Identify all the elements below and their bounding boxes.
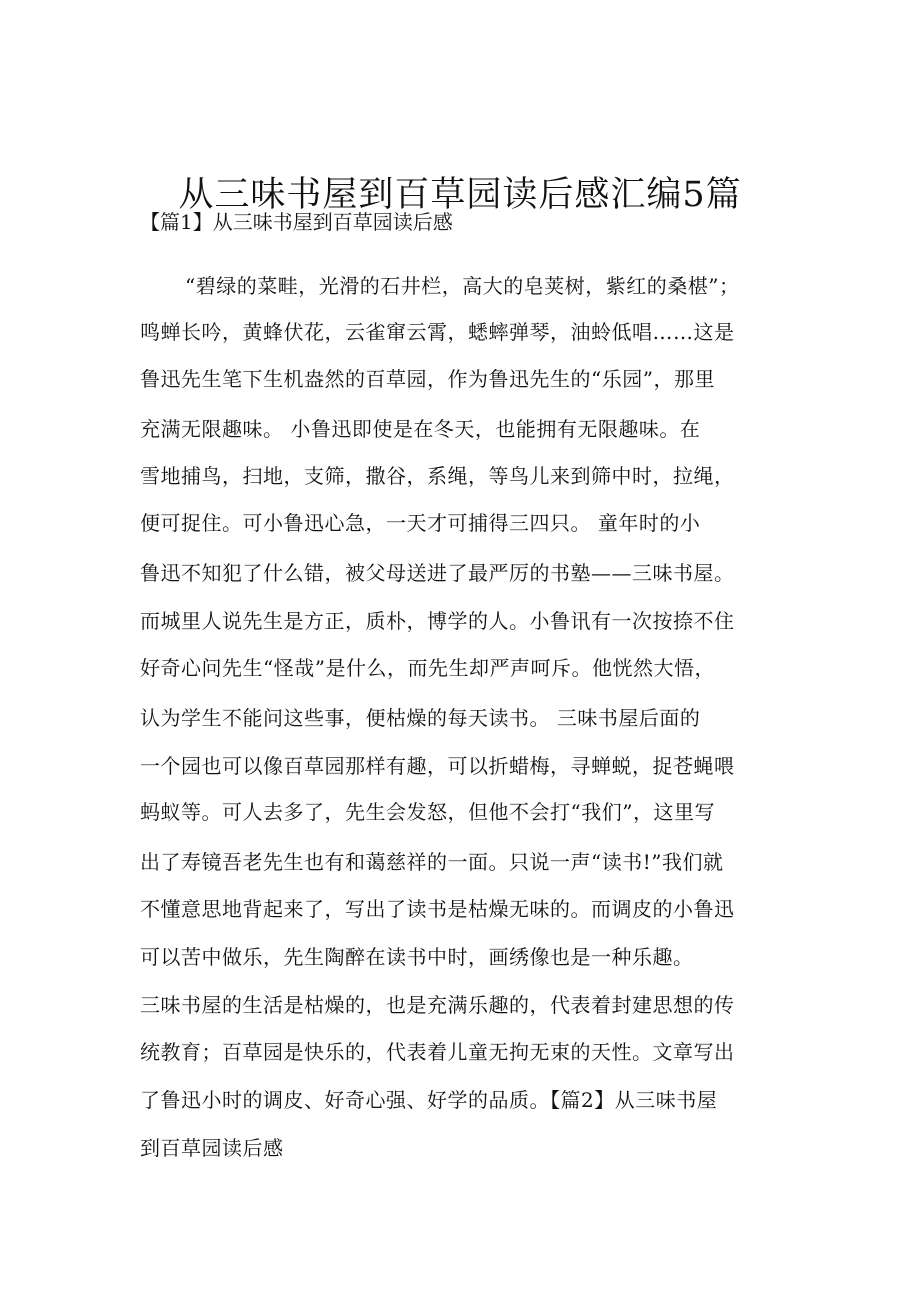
text-line: 蚂蚁等。可人去多了，先生会发怒，但他不会打“我们”，这里写 [140,800,715,824]
text-line: 认为学生不能问这些事，便枯燥的每天读书。 三味书屋后面的 [140,706,701,730]
text-line: 而城里人说先生是方正，质朴，博学的人。小鲁讯有一次按捺不住 [140,609,735,633]
text-line: 到百草园读后感 [140,1136,284,1160]
text-line: 可以苦中做乐，先生陶醉在读书中时，画绣像也是一种乐趣。 [140,945,694,969]
text-line: 便可捉住。可小鲁迅心急，一天才可捕得三四只。 童年时的小 [140,511,701,535]
text-line: 充满无限趣味。 小鲁迅即使是在冬天，也能拥有无限趣味。在 [140,417,701,441]
text-line: 鲁迅不知犯了什么错，被父母送进了最严厉的书塾——三味书屋。 [140,561,735,585]
text-line: 了鲁迅小时的调皮、好奇心强、好学的品质。【篇2】从三味书屋 [140,1088,718,1112]
text-line: 雪地捕鸟，扫地，支筛，撒谷，系绳，等鸟儿来到筛中时，拉绳， [140,464,735,488]
text-line: 好奇心问先生“怪哉”是什么，而先生却严声呵斥。他恍然大悟， [140,656,715,680]
text-line: 不懂意思地背起来了，写出了读书是枯燥无味的。而调皮的小鲁迅 [140,897,735,921]
section-heading: 【篇1】从三味书屋到百草园读后感 [140,210,453,234]
text-line: 三味书屋的生活是枯燥的，也是充满乐趣的，代表着封建思想的传 [140,993,735,1017]
text-line: 鲁迅先生笔下生机盎然的百草园，作为鲁迅先生的“乐园”，那里 [140,367,715,391]
text-line: 鸣蝉长吟，黄蜂伏花，云雀窜云霄，蟋蟀弹琴，油蛉低唱……这是 [140,320,735,344]
text-line: “碧绿的菜畦，光滑的石井栏，高大的皂荚树，紫红的桑椹”； [185,274,740,298]
document-title: 从三味书屋到百草园读后感汇编5篇 [178,175,742,216]
text-line: 出了寿镜吾老先生也有和蔼慈祥的一面。只说一声“读书!”我们就 [140,850,724,874]
text-line: 一个园也可以像百草园那样有趣，可以折蜡梅，寻蝉蜕，捉苍蝇喂 [140,754,735,778]
text-line: 统教育；百草园是快乐的，代表着儿童无拘无束的天性。文章写出 [140,1040,735,1064]
